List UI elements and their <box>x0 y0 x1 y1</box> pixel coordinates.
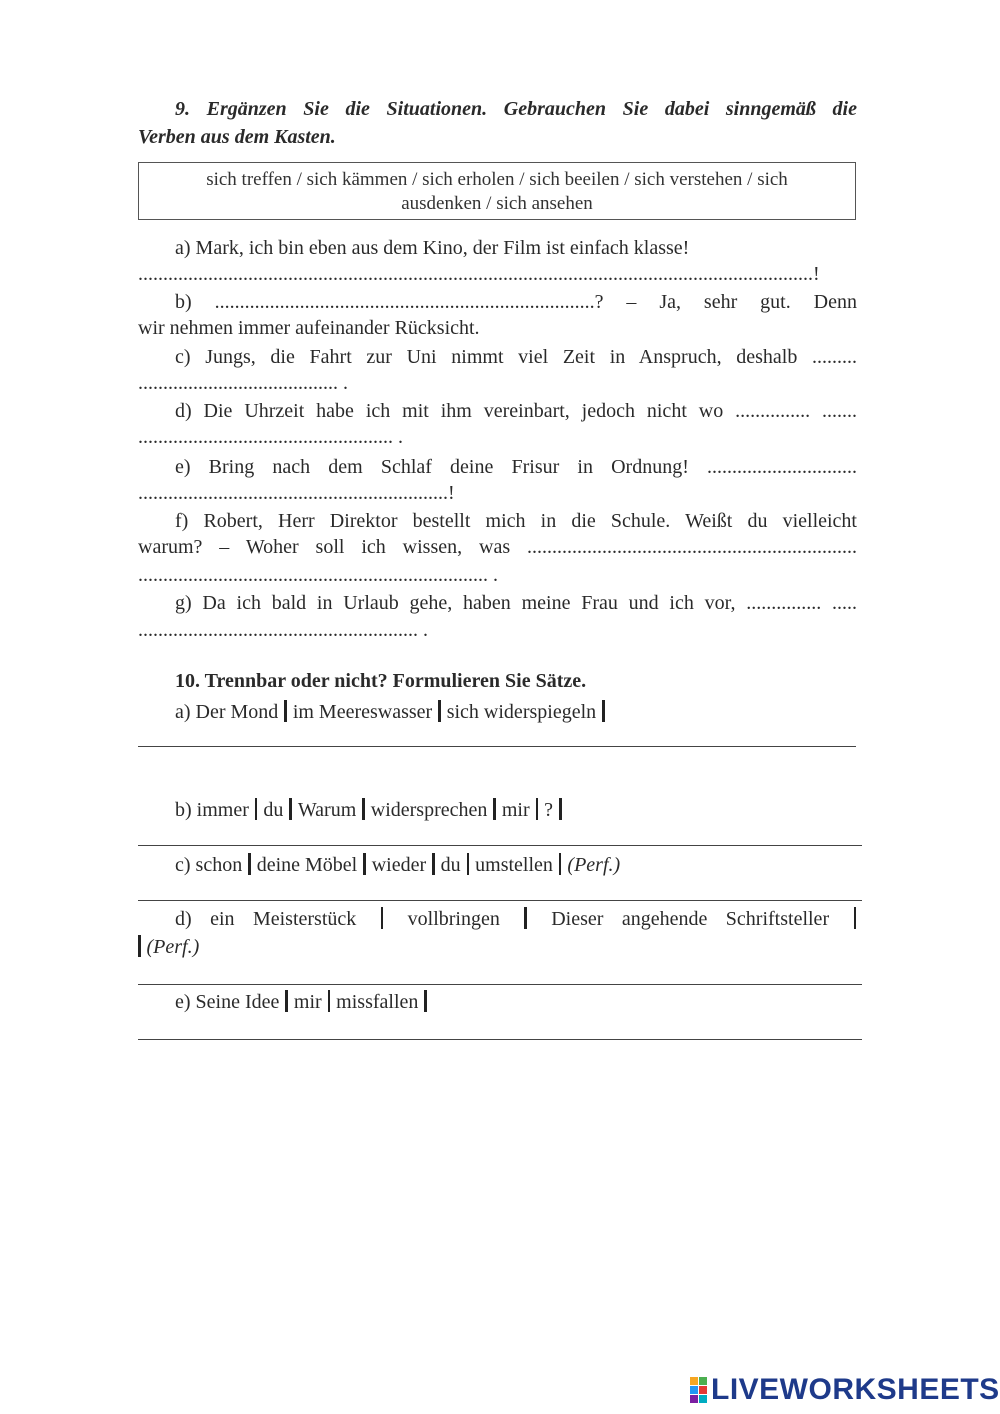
divider-bar <box>285 990 288 1012</box>
word-chip: e) Seine Idee <box>175 991 280 1013</box>
divider-bar <box>255 798 258 820</box>
divider-bar <box>432 853 435 875</box>
item-9f-answer-line[interactable]: ...................................................................... . <box>138 564 498 586</box>
divider-bar <box>493 798 496 820</box>
logo-text: LIVEWORKSHEETS <box>711 1373 1000 1406</box>
word-chip: Warum <box>297 799 357 821</box>
divider-bar <box>559 853 562 875</box>
item-10c <box>175 852 620 878</box>
item-9g: g) Da ich bald in Urlaub gehe, haben meine Frau und ich vor, ............... ..... <box>175 592 857 614</box>
word-chip: widersprechen <box>370 799 488 821</box>
perfect-tense-hint: (Perf.) <box>567 854 621 876</box>
word-chip: du <box>440 854 461 876</box>
divider-bar <box>524 907 527 929</box>
answer-line-10d[interactable] <box>138 984 862 985</box>
liveworksheets-logo <box>690 1372 1000 1408</box>
answer-line-10c[interactable] <box>138 900 862 901</box>
item-10d-cont <box>138 934 199 960</box>
word-chip: Dieser angehende Schriftsteller <box>551 908 830 930</box>
word-chip: missfallen <box>336 991 419 1013</box>
exercise-9-heading: 9. Ergänzen Sie die Situationen. Gebrauchen Sie dabei sinngemäß die <box>175 98 857 120</box>
verb-box-line1: sich treffen / sich kämmen / sich erholen / sich beeilen / sich verstehen / sich <box>206 169 788 190</box>
item-9a-answer-line[interactable]: .......................................................................................................................................! <box>138 263 820 285</box>
divider-bar <box>559 798 562 820</box>
word-chip: b) immer <box>175 799 249 821</box>
verb-box-line2: ausdenken / sich ansehen <box>401 193 593 214</box>
word-chip: deine Möbel <box>256 854 358 876</box>
item-9f: f) Robert, Herr Direktor bestellt mich in die Schule. Weißt du vielleicht <box>175 510 857 532</box>
word-chip: ? <box>544 799 554 821</box>
answer-line-10e[interactable] <box>138 1039 862 1040</box>
word-chip: mir <box>293 991 322 1013</box>
item-10b <box>175 797 568 823</box>
item-9c: c) Jungs, die Fahrt zur Uni nimmt viel Zeit in Anspruch, deshalb ......... <box>175 346 857 368</box>
item-9b-cont: wir nehmen immer aufeinander Rücksicht. <box>138 317 480 339</box>
divider-bar <box>362 798 365 820</box>
item-9d: d) Die Uhrzeit habe ich mit ihm vereinbart, jedoch nicht wo ............... ....... <box>175 400 857 422</box>
divider-bar <box>248 853 251 875</box>
word-chip: vollbringen <box>407 908 500 930</box>
item-9b: b) ............................................................................? – Ja, sehr gut. Denn <box>175 291 857 313</box>
word-chip: sich widerspiegeln <box>446 701 597 723</box>
word-chip: c) schon <box>175 854 243 876</box>
answer-line-10a[interactable] <box>138 746 856 747</box>
item-9e-answer-line[interactable]: ..............................................................! <box>138 482 455 504</box>
word-chip: du <box>263 799 284 821</box>
perfect-tense-hint: (Perf.) <box>146 936 200 958</box>
word-chip: d) ein Meisterstück <box>175 908 357 930</box>
divider-bar <box>328 990 331 1012</box>
divider-bar <box>381 907 384 929</box>
divider-bar <box>284 700 287 722</box>
item-9d-answer-line[interactable]: ................................................... . <box>138 426 403 448</box>
item-10d <box>175 906 862 932</box>
exercise-10-heading: 10. Trennbar oder nicht? Formulieren Sie Sätze. <box>175 670 587 692</box>
divider-bar <box>854 907 857 929</box>
word-chip: a) Der Mond <box>175 701 279 723</box>
item-9a: a) Mark, ich bin eben aus dem Kino, der Film ist einfach klasse! <box>175 237 690 259</box>
divider-bar <box>424 990 427 1012</box>
divider-bar <box>438 700 441 722</box>
word-chip: wieder <box>371 854 427 876</box>
item-9g-answer-line[interactable]: ........................................................ . <box>138 619 428 641</box>
word-chip: mir <box>501 799 530 821</box>
item-10a <box>175 699 611 725</box>
divider-bar <box>467 853 470 875</box>
item-10e <box>175 989 433 1015</box>
divider-bar <box>289 798 292 820</box>
divider-bar <box>536 798 539 820</box>
divider-bar <box>363 853 366 875</box>
item-9e: e) Bring nach dem Schlaf deine Frisur in Ordnung! .............................. <box>175 456 857 478</box>
exercise-9-heading-cont: Verben aus dem Kasten. <box>138 126 336 148</box>
logo-blocks-icon <box>690 1377 707 1403</box>
word-chip: im Meereswasser <box>292 701 433 723</box>
item-9c-answer-line[interactable]: ........................................ . <box>138 372 348 394</box>
divider-bar <box>602 700 605 722</box>
answer-line-10b[interactable] <box>138 845 862 846</box>
verb-box <box>138 162 856 220</box>
divider-bar <box>138 935 141 957</box>
word-chip: umstellen <box>475 854 553 876</box>
item-9f-cont: warum? – Woher soll ich wissen, was .................................................................. <box>138 536 857 558</box>
